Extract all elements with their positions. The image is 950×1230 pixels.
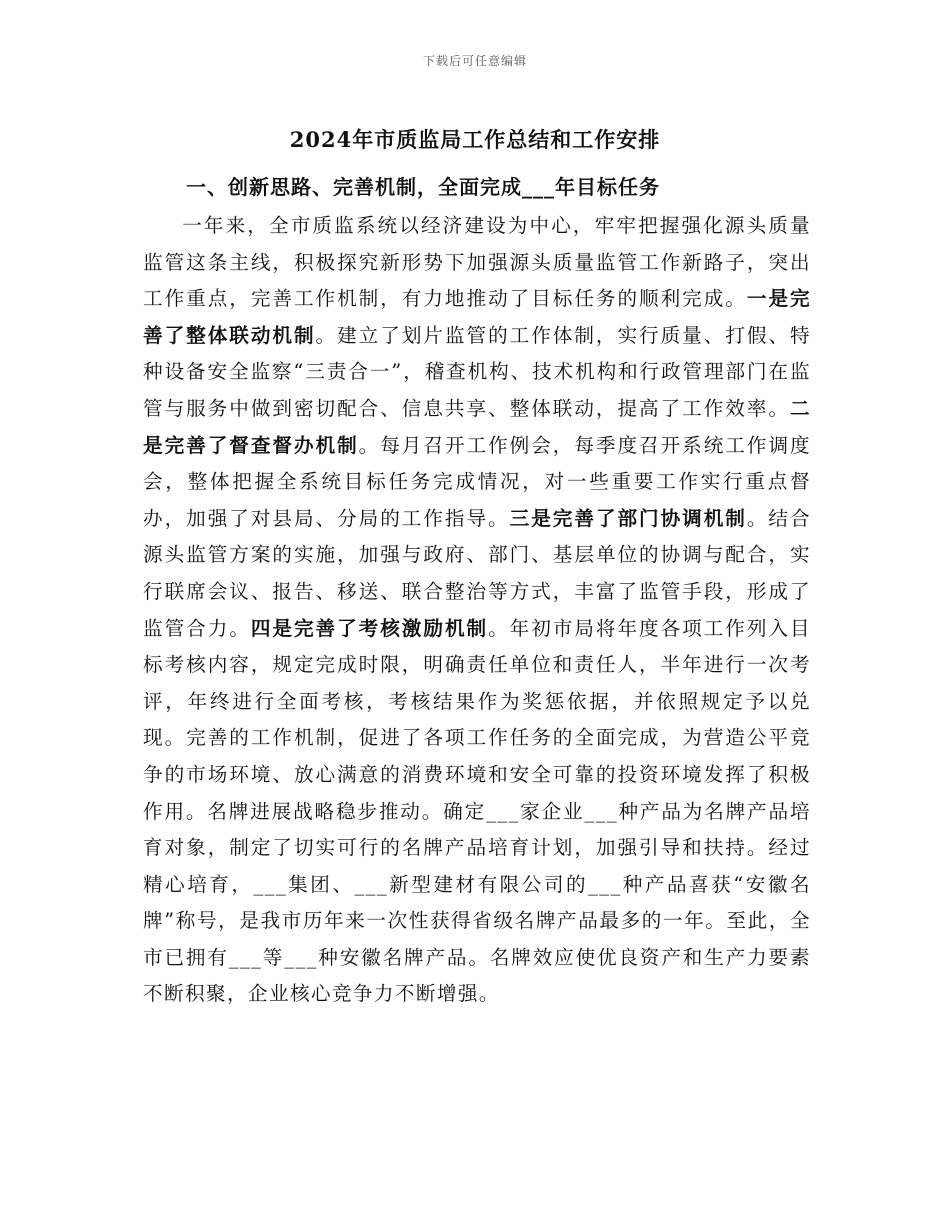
bold-point-2: 二是完善了督查督办机制 xyxy=(143,396,811,457)
paragraph-text: 一年来，全市质监系统以经济建设为中心，牢牢把握强化源头质量监管这条主线，积极探究新形势下加强源头质量监管工作新路子，突出工作重点，完善工作机制，有力地推动了目标任务的顺利完成。 xyxy=(143,214,811,311)
page-header-note: 下载后可任意编辑 xyxy=(422,54,527,68)
section-heading: 一、创新思路、完善机制，全面完成___年目标任务 xyxy=(186,175,660,199)
body-paragraph xyxy=(143,208,811,1013)
paragraph-text: 。结合源头监管方案的实施，加强与政府、部门、基层单位的协调与配合，实行联席会议、报告、移送、联合整治等方式，丰富了监管手段，形成了监管合力。 xyxy=(143,506,811,640)
bold-point-3: 三是完善了部门协调机制 xyxy=(509,506,747,530)
bold-point-1: 一是完善了整体联动机制 xyxy=(143,287,812,347)
paragraph-text: 。年初市局将年度各项工作列入目标考核内容，规定完成时限，明确责任单位和责任人，半年进行一次考评，年终进行全面考核，考核结果作为奖惩依据，并依照规定予以兑现。完善的工作机制，促进了各项工作任务的全面完成，为营造公平竞争的市场环境、放心满意的消费环境和安全可靠的投资环境发挥了积极作用。名牌进展战略稳步推动。确定___家企业___种产品为名牌产品培育对象，制定了切实可行的名牌产品培育计划，加强引导和扶持。经过精心培育，___集团、___新型建材有限公司的___种产品喜获“安徽名牌”称号，是我市历年来一次性获得省级名牌产品最多的一年。至此，全市已拥有___等___种安徽名牌产品。名牌效应使优良资产和生产力要素不断积聚，企业核心竞争力不断增强。 xyxy=(143,616,812,1006)
paragraph-text: 。每月召开工作例会，每季度召开系统工作调度会，整体把握全系统目标任务完成情况，对一些重要工作实行重点督办，加强了对县局、分局的工作指导。 xyxy=(143,433,811,530)
bold-point-4: 四是完善了考核激励机制 xyxy=(250,616,489,640)
paragraph-text: 。建立了划片监管的工作体制，实行质量、打假、特种设备安全监察“三责合一”，稽查机构、技术机构和行政管理部门在监管与服务中做到密切配合、信息共享、整体联动，提高了工作效率。 xyxy=(143,323,812,420)
document-title: 2024年市质监局工作总结和工作安排 xyxy=(289,127,661,152)
